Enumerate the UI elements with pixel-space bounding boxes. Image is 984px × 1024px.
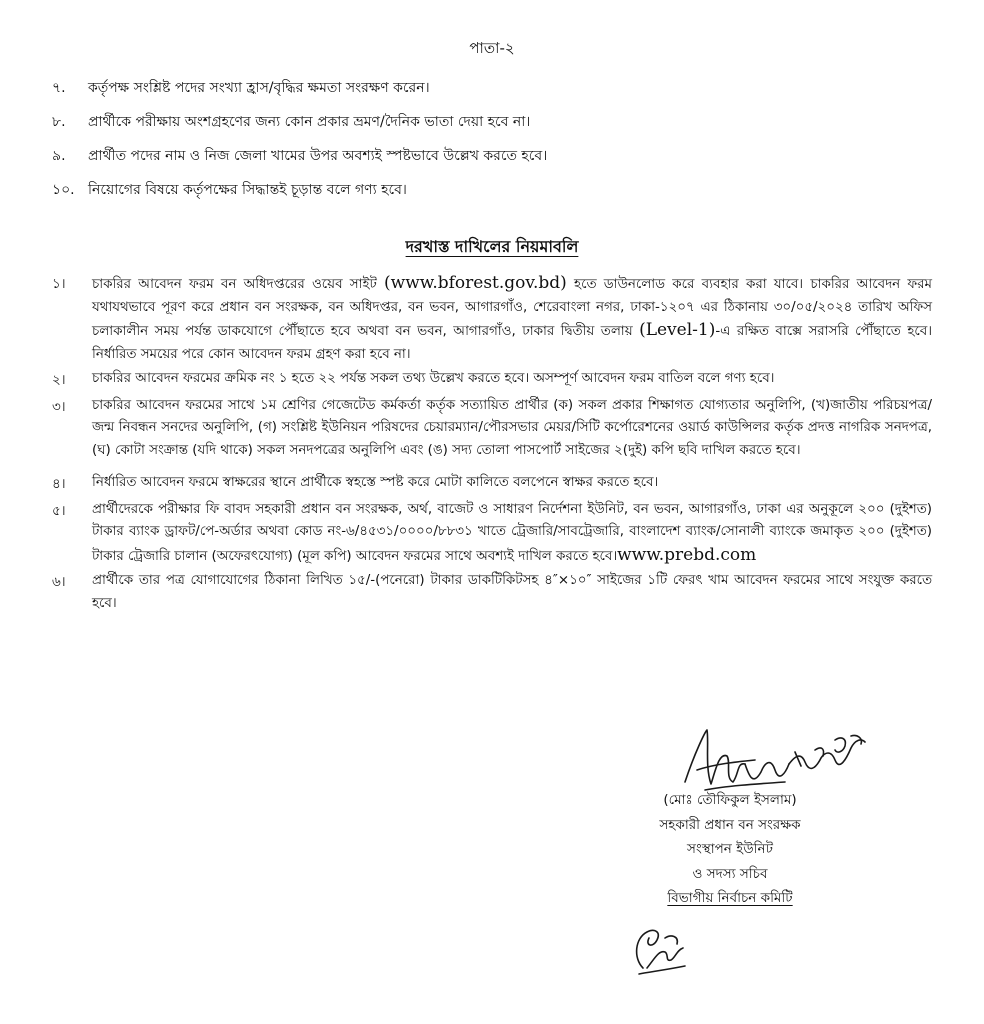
condition-item [52, 180, 932, 214]
rule-item [52, 272, 932, 366]
committee-text: বিভাগীয় নির্বাচন কমিটি [667, 890, 793, 906]
rule-number: ১। [52, 277, 66, 292]
rule-number: ৪। [52, 477, 66, 492]
signatory-designation: সহকারী প্রধান বন সংরক্ষক [659, 816, 801, 833]
rule-item [52, 368, 932, 393]
rule-item [52, 499, 932, 569]
condition-item [52, 146, 932, 180]
condition-item [52, 112, 932, 146]
section-title-text: দরখাস্ত দাখিলের নিয়মাবলি [405, 237, 579, 256]
rule-item [52, 472, 932, 497]
handwritten-initial [625, 918, 695, 978]
signatory-unit: সংস্থাপন ইউনিট [687, 841, 773, 857]
rule-text: চাকরির আবেদন ফরমের সাথে ১ম শ্রেণির গেজেটেড কর্মকর্তা কর্তৃক সত্যায়িত প্রার্থীর (ক) সকল প্রকার শিক্ষাগত যোগ্যতার অনুলিপি, (খ)জাতীয় পরিচয়পত্র/জন্ম নিবন্ধন সনদের অনুলিপি, (গ) সংশ্লিষ্ট ইউনিয়ন পরিষদের চেয়ারম্যান/পৌরসভার মেয়র/সিটি কর্পোরেশনের ওয়ার্ড কাউন্সিলর কর্তৃক প্রদত্ত নাগরিক সনদপত্র, (ঘ) কোটা সংক্রান্ত (যদি থাকে) সকল সনদপত্রের অনুলিপি এবং (ঙ) সদ্য তোলা পাসপোর্ট সাইজের ২(দুই) কপি ছবি দাখিল করতে হবে। [92, 397, 932, 458]
section-title [0, 236, 984, 258]
signatory-committee [560, 886, 900, 911]
rule-text-part: -এ রক্ষিত বাক্সে সরাসরি পৌঁছাতে হবে। নির্ধারিত সময়ের পরে কোন আবেদন ফরম গ্রহণ করা হবে না। [92, 324, 932, 362]
rule-item [52, 570, 932, 615]
conditions-list [52, 78, 932, 214]
rule-text: নির্ধারিত আবেদন ফরমে স্বাক্ষরের স্থানে প্রার্থীকে স্বহস্তে স্পষ্ট করে মোটা কালিতে বলপেনে স্বাক্ষর করতে হবে। [92, 475, 659, 490]
condition-number: ৯. [52, 148, 66, 164]
rule-text: প্রার্থীকে তার পত্র যোগাযোগের ঠিকানা লিখিত ১৫/-(পনেরো) টাকার ডাকটিকিটসহ ৪″×১০″ সাইজের ১টি ফেরৎ খাম আবেদন ফরমের সাথে সংযুক্ত করতে হবে। [92, 573, 932, 611]
rule-number: ২। [52, 373, 66, 388]
condition-text: নিয়োগের বিষয়ে কর্তৃপক্ষের সিদ্ধান্তই চূড়ান্ত বলে গণ্য হবে। [88, 182, 407, 198]
condition-number: ৮. [52, 114, 66, 130]
signatory-name: (মোঃ তৌফিকুল ইসলাম) [663, 792, 797, 808]
rule-number: ৩। [52, 399, 66, 415]
rule-text-part: হতে ডাউনলোড করে ব্যবহার করা যাবে। চাকরির আবেদন ফরম যথাযথভাবে পূরণ করে প্রধান বন সংরক্ষক, বন অধিদপ্তর, বন ভবন, আগারগাঁও, শেরেবাংলা নগর, ঢাকা-১২০৭ এর ঠিকানায় ৩০/০৫/২০২৪ তারিখ অফিস চলাকালীন সময় পর্যন্ত ডাকযোগে পৌঁছাতে হবে অথবা বন ভবন, আগারগাঁও, ঢাকার দ্বিতীয় তলায় [92, 277, 932, 339]
condition-number: ৭. [52, 80, 66, 96]
rule-text-part: চাকরির আবেদন ফরম বন অধিদপ্তরের ওয়েব সাইট [92, 277, 385, 292]
rule-text [92, 499, 932, 569]
signatory-block [560, 788, 900, 911]
condition-item [52, 78, 932, 112]
website-link[interactable]: www.prebd.com [617, 544, 757, 565]
rule-number: ৬। [52, 575, 66, 590]
page-number: পাতা-২ [469, 39, 515, 57]
rule-text: চাকরির আবেদন ফরমের ক্রমিক নং ১ হতে ২২ পর্যন্ত সকল তথ্য উল্লেখ করতে হবে। অসম্পূর্ণ আবেদন ফরম বাতিল বলে গণ্য হবে। [92, 371, 775, 386]
signatory-role: ও সদস্য সচিব [692, 865, 768, 882]
level-label: (Level-1) [639, 320, 716, 340]
condition-text: প্রার্থীকে পরীক্ষায় অংশগ্রহণের জন্য কোন প্রকার ভ্রমণ/দৈনিক ভাতা দেয়া হবে না। [88, 114, 531, 130]
rule-item [52, 395, 932, 463]
website-link[interactable]: (www.bforest.gov.bd) [384, 273, 567, 293]
condition-text: প্রার্থীত পদের নাম ও নিজ জেলা খামের উপর অবশ্যই স্পষ্টভাবে উল্লেখ করতে হবে। [88, 148, 548, 164]
condition-text: কর্তৃপক্ষ সংশ্লিষ্ট পদের সংখ্যা হ্রাস/বৃদ্ধির ক্ষমতা সংরক্ষণ করেন। [88, 80, 430, 96]
application-rules-list [52, 272, 932, 617]
rule-text [92, 272, 932, 366]
rule-text-part: প্রার্থীদেরকে পরীক্ষার ফি বাবদ সহকারী প্রধান বন সংরক্ষক, অর্থ, বাজেট ও সাধারণ নির্দেশনা ইউনিট, বন ভবন, আগারগাঁও, ঢাকা এর অনুকূলে ২০০ (দুইশত) টাকার ব্যাংক ড্রাফট/পে-অর্ডার অথবা কোড নং-৬/৪৫৩১/০০০০/৮৮৩১ খাতে ট্রেজারি/সাবট্রেজারি, বাংলাদেশ ব্যাংক/সোনালী ব্যাংকে জমাকৃত ২০০ (দুইশত) টাকার ট্রেজারি চালান (অফেরৎযোগ্য) (মূল কপি) আবেদন ফরমের সাথে অবশ্যই দাখিল করতে হবে। [92, 501, 932, 564]
condition-number: ১০. [52, 182, 75, 198]
rule-number: ৫। [52, 503, 66, 519]
